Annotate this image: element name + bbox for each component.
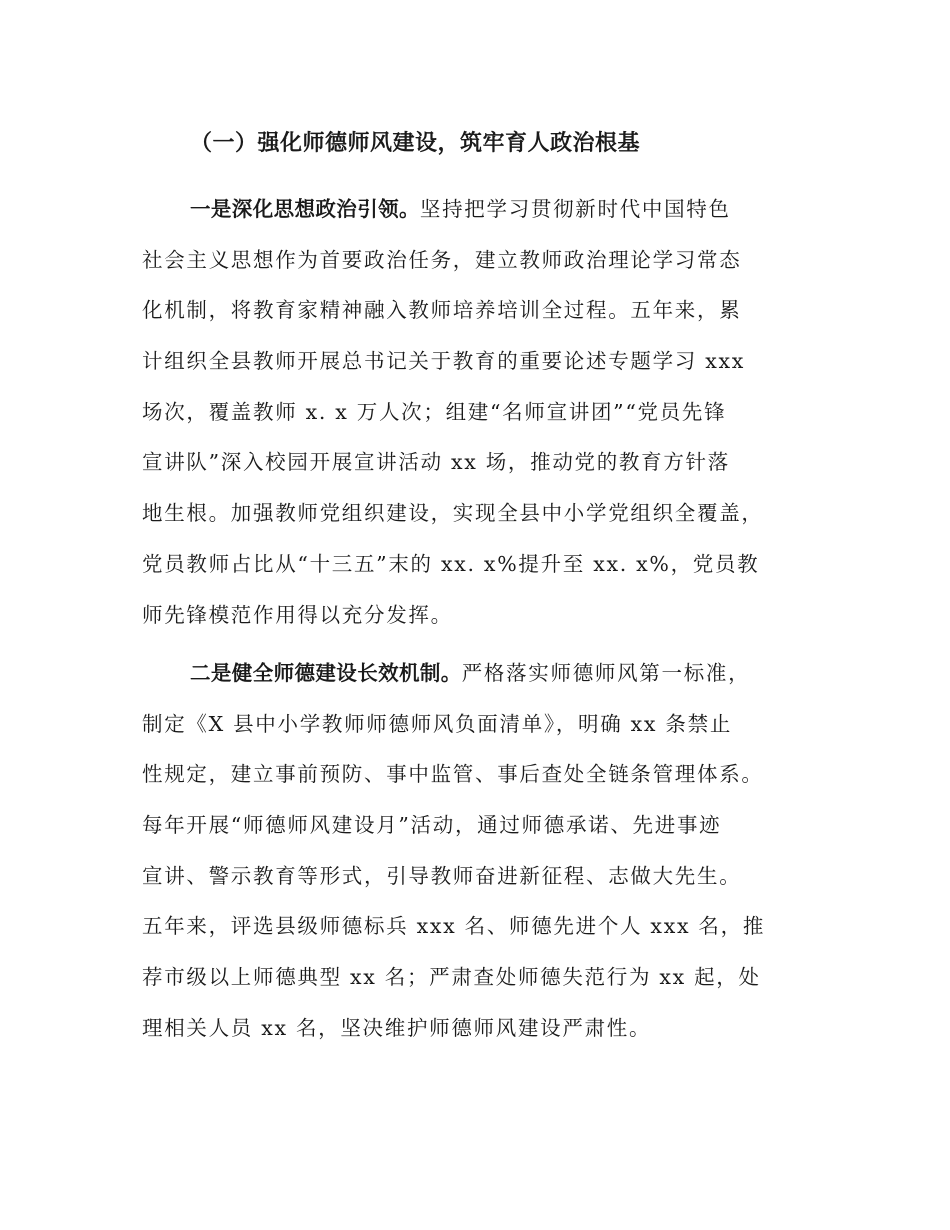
paragraph-line: 师先锋模范作用得以充分发挥。 (142, 602, 453, 627)
paragraph-line (142, 655, 832, 706)
paragraph-line: 宣讲、警示教育等形式，引导教师奋进新征程、志做大先生。 (142, 863, 742, 888)
paragraph-line: 每年开展“师德师风建设月”活动，通过师德承诺、先进事迹 (142, 813, 722, 838)
paragraph-line (142, 191, 832, 242)
paragraph-line: 化机制，将教育家精神融入教师培养培训全过程。五年来，累 (142, 298, 742, 323)
paragraph-thought-guidance (142, 191, 832, 647)
paragraph-line: 党员教师占比从“十三五”末的 xx. x%提升至 xx. x%，党员教 (142, 551, 760, 576)
paragraph-ethics-mechanism (142, 655, 832, 1061)
line-text: 坚持把学习贯彻新时代中国特色 (419, 197, 731, 221)
line-text: 严格落实师德师风第一标准， (461, 661, 751, 685)
paragraph-line: 五年来，评选县级师德标兵 xxx 名、师德先进个人 xxx 名，推 (142, 914, 766, 939)
paragraph-line: 制定《X 县中小学教师师德师风负面清单》，明确 xx 条禁止 (142, 711, 733, 736)
paragraph-line: 理相关人员 xx 名，坚决维护师德师风建设严肃性。 (142, 1015, 652, 1040)
paragraph-line: 荐市级以上师德典型 xx 名；严肃查处师德失范行为 xx 起，处 (142, 965, 761, 990)
paragraph-line: 地生根。加强教师党组织建设，实现全县中小学党组织全覆盖， (142, 501, 764, 526)
paragraph-line: 社会主义思想作为首要政治任务，建立教师政治理论学习常态 (142, 247, 742, 272)
paragraph-line: 场次，覆盖教师 x. x 万人次；组建“名师宣讲团”“党员先锋 (142, 399, 727, 424)
paragraph-line: 宣讲队”深入校园开展宣讲活动 xx 场，推动党的教育方针落 (142, 450, 730, 475)
paragraph-lead: 一是深化思想政治引领。 (190, 197, 420, 221)
section-heading: （一）强化师德师风建设，筑牢育人政治根基 (190, 131, 641, 156)
paragraph-line: 计组织全县教师开展总书记关于教育的重要论述专题学习 xxx (142, 349, 745, 374)
paragraph-lead: 二是健全师德建设长效机制。 (190, 661, 462, 685)
paragraph-line: 性规定，建立事前预防、事中监管、事后查处全链条管理体系。 (142, 762, 764, 787)
